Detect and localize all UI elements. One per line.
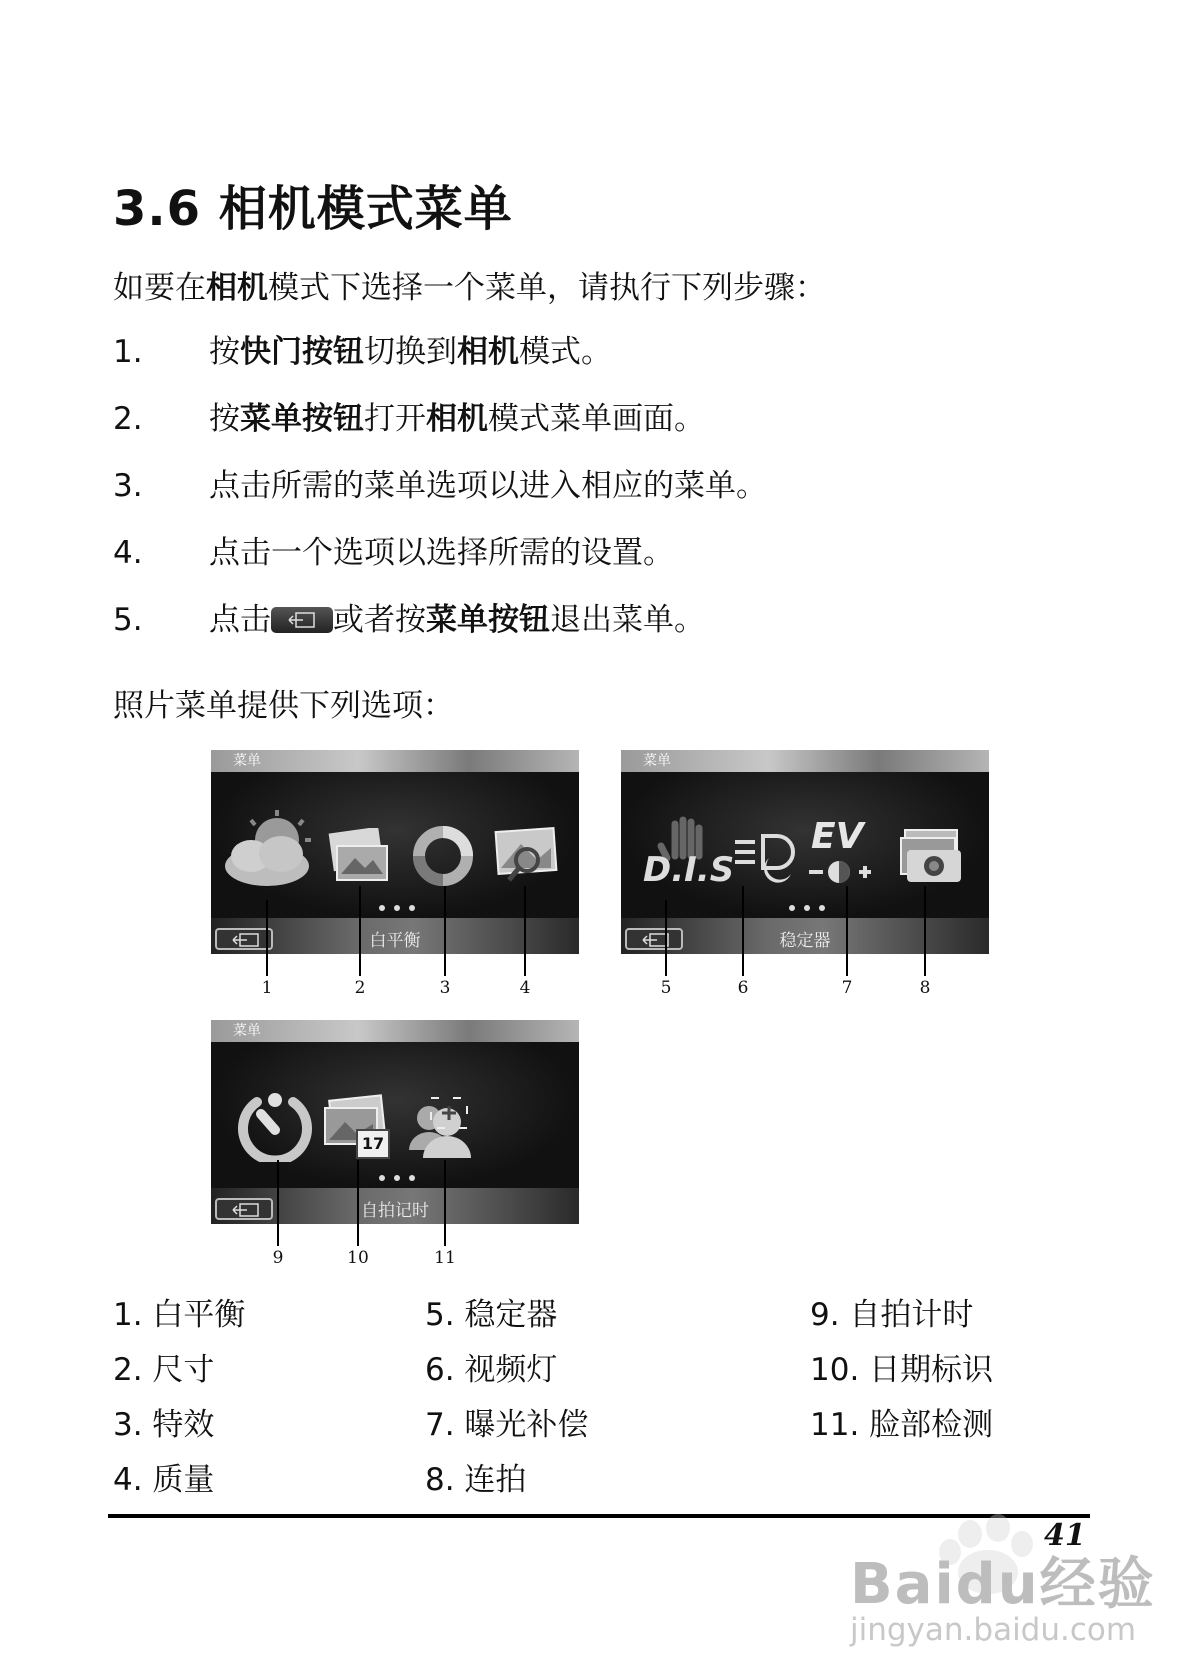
step-3: 3. 点击所需的菜单选项以进入相应的菜单。: [113, 468, 767, 504]
leader-line: [665, 900, 667, 976]
intro-paragraph: 如要在相机模式下选择一个菜单，请执行下列步骤：: [113, 270, 826, 306]
leader-line: [524, 886, 526, 976]
list-item: 7. 曝光补偿: [425, 1407, 589, 1443]
callout-number: 3: [439, 978, 451, 998]
exposure-icon[interactable]: [807, 816, 877, 888]
menu-item-label: 自拍记时: [361, 1201, 429, 1221]
leader-line: [359, 886, 361, 976]
quality-icon[interactable]: [491, 824, 561, 888]
leader-line: [277, 1160, 279, 1246]
back-button[interactable]: [625, 928, 683, 950]
list-item: 10. 日期标识: [810, 1352, 994, 1388]
leader-line: [444, 886, 446, 976]
page-number: 41: [1044, 1518, 1086, 1553]
leader-line: [846, 886, 848, 976]
watermark-url: jingyan.baidu.com: [850, 1612, 1137, 1648]
list-item: 8. 连拍: [425, 1462, 527, 1498]
step-1: 1. 按快门按钮切换到相机模式。: [113, 334, 612, 370]
callout-number: 7: [841, 978, 853, 998]
list-item: 9. 自拍计时: [810, 1297, 974, 1333]
video-light-icon[interactable]: [733, 828, 795, 884]
back-key-icon: [271, 607, 333, 633]
dis-text: D.I.S: [643, 850, 735, 890]
photo-menu-intro: 照片菜单提供下列选项：: [113, 688, 454, 724]
menu-screen-3: [211, 1020, 579, 1224]
back-button[interactable]: [215, 1198, 273, 1220]
options-column-3: [810, 1288, 993, 1453]
step-2: 2. 按菜单按钮打开相机模式菜单画面。: [113, 401, 705, 437]
callout-number: 4: [519, 978, 531, 998]
menu-screen-2: [621, 750, 989, 954]
callout-number: 10: [347, 1248, 369, 1268]
menu-header: 菜单: [621, 750, 989, 772]
page-dots: [377, 1174, 417, 1182]
list-item: 4. 质量: [113, 1462, 215, 1498]
leader-line: [357, 1160, 359, 1246]
callout-number: 5: [660, 978, 672, 998]
options-column-2: [425, 1288, 588, 1508]
face-detect-icon[interactable]: [407, 1092, 473, 1160]
leader-line: [742, 886, 744, 976]
date-stamp-icon[interactable]: [323, 1094, 397, 1162]
page-dots: [377, 904, 417, 912]
stabilizer-icon[interactable]: [641, 816, 735, 896]
callout-number: 11: [434, 1248, 456, 1268]
size-icon[interactable]: [327, 828, 391, 884]
callout-number: 8: [919, 978, 931, 998]
menu-item-label: 白平衡: [369, 931, 421, 951]
leader-line: [266, 900, 268, 976]
effect-icon[interactable]: [413, 824, 473, 888]
calendar-day: 17: [361, 1134, 385, 1153]
leader-line: [924, 886, 926, 976]
list-item: 5. 稳定器: [425, 1297, 558, 1333]
callout-number: 6: [737, 978, 749, 998]
list-item: 6. 视频灯: [425, 1352, 558, 1388]
leader-line: [444, 1160, 446, 1246]
list-item: 2. 尺寸: [113, 1352, 215, 1388]
menu-header: 菜单: [211, 750, 579, 772]
list-item: 11. 脸部检测: [810, 1407, 994, 1443]
menu-header: 菜单: [211, 1020, 579, 1042]
list-item: 1. 白平衡: [113, 1297, 246, 1333]
callout-number: 1: [261, 978, 273, 998]
options-column-1: [113, 1288, 245, 1508]
step-4: 4. 点击一个选项以选择所需的设置。: [113, 535, 674, 571]
step-5: 5. 点击 或者按菜单按钮退出菜单。: [113, 602, 705, 638]
callout-number: 9: [272, 1248, 284, 1268]
menu-item-label: 稳定器: [779, 931, 831, 951]
ev-text: EV: [811, 816, 864, 857]
watermark-brand: Baidu经验: [850, 1552, 1156, 1617]
section-heading: 3.6 相机模式菜单: [113, 181, 513, 237]
white-balance-icon[interactable]: [221, 810, 321, 892]
burst-icon[interactable]: [899, 828, 965, 886]
callout-number: 2: [354, 978, 366, 998]
self-timer-icon[interactable]: [237, 1090, 313, 1162]
page-dots: [787, 904, 827, 912]
list-item: 3. 特效: [113, 1407, 215, 1443]
back-button[interactable]: [215, 928, 273, 950]
